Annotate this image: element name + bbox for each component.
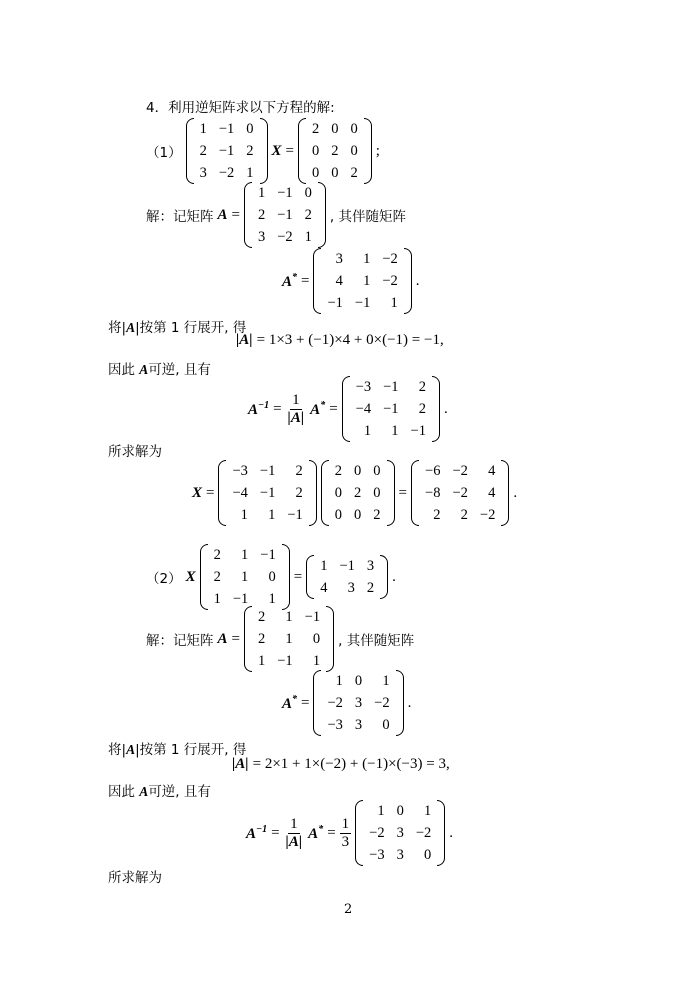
matrix-cell: 2 — [257, 207, 266, 223]
part2-adjugate-line — [282, 670, 411, 736]
matrix-cell: 2 — [312, 121, 320, 137]
matrix-cell: 0 — [354, 507, 362, 523]
det-a: |A| — [236, 332, 253, 348]
a-inverse: $A^{-1}$ — [246, 823, 268, 842]
matrix-cell: 0 — [331, 121, 339, 137]
part1-eq-tail: ; — [375, 142, 380, 159]
part2-solution-line — [146, 606, 414, 672]
matrix-cell: 3 — [257, 229, 266, 245]
part2-inverse-line — [246, 800, 453, 866]
matrix-cell: −2 — [452, 463, 468, 479]
part2-adjugate-matrix — [313, 670, 403, 736]
equals-sign: = — [231, 630, 240, 647]
matrix-cell: 0 — [350, 121, 358, 137]
equals-sign: = — [398, 484, 408, 501]
var-x: X — [271, 142, 282, 159]
matrix-cell: −3 — [355, 379, 372, 395]
matrix-cell: 1 — [241, 547, 249, 563]
part1-adjugate-line — [282, 248, 420, 314]
part1-equation — [146, 118, 380, 184]
part1-rhs-matrix — [298, 118, 372, 184]
matrix-cell: −1 — [339, 558, 355, 574]
matrix-cell: −3 — [232, 463, 248, 479]
matrix-cell: 1 — [257, 185, 266, 201]
part1-adj-text: , 其伴随矩阵 — [329, 209, 407, 225]
matrix-cell: −8 — [425, 485, 441, 501]
a-star: A* — [282, 271, 298, 290]
var-a: A — [217, 630, 228, 647]
det-a: |A| — [232, 756, 249, 772]
matrix-cell: 2 — [295, 463, 303, 479]
part2-equation — [146, 544, 396, 610]
part2-det-expr: = 2×1 + 1×(−2) + (−1)×(−3) = 3, — [252, 756, 450, 772]
part1-answer-intro: 所求解为 — [108, 444, 162, 460]
matrix-cell: 3 — [354, 717, 363, 733]
matrix-cell: 3 — [335, 251, 343, 267]
matrix-cell: 1 — [304, 229, 312, 245]
matrix-cell: −4 — [355, 401, 372, 417]
part1-det-expr: = 1×3 + (−1)×4 + 0×(−1) = −1, — [256, 332, 444, 348]
matrix-cell: 1 — [268, 507, 276, 523]
matrix-cell: 0 — [396, 803, 404, 819]
matrix-cell: −3 — [369, 847, 385, 863]
matrix-cell: 0 — [331, 165, 339, 181]
period: . — [449, 824, 454, 841]
matrix-cell: 2 — [213, 547, 221, 563]
matrix-cell: −2 — [369, 825, 385, 841]
matrix-cell: 4 — [320, 580, 328, 596]
matrix-cell: −1 — [259, 485, 276, 501]
matrix-cell: −2 — [382, 251, 398, 267]
part2-answer-intro: 所求解为 — [108, 870, 162, 886]
matrix-cell: −1 — [277, 653, 293, 669]
matrix-cell: 4 — [335, 273, 343, 289]
var-a: A — [217, 206, 228, 223]
fraction-one-over-det: $\frac{1}{|A|}$ — [285, 815, 303, 850]
matrix-cell: 2 — [433, 507, 441, 523]
matrix-cell: 2 — [418, 401, 426, 417]
fraction-one-over-det: $\frac{1}{|A|}$ — [287, 391, 305, 426]
matrix-cell: 0 — [334, 507, 343, 523]
matrix-cell: 0 — [350, 143, 358, 159]
matrix-cell: 2 — [304, 207, 312, 223]
part2-eq-tail: . — [392, 568, 396, 585]
matrix-cell: 1 — [285, 609, 293, 625]
matrix-cell: 1 — [246, 165, 254, 181]
a-star: A* — [310, 399, 326, 418]
period: . — [407, 694, 412, 711]
part2-matrix-a — [244, 606, 334, 672]
var-x: X — [192, 484, 203, 501]
matrix-cell: 1 — [312, 653, 321, 669]
matrix-cell: 1 — [285, 631, 293, 647]
matrix-cell: 0 — [268, 569, 276, 585]
a-star: A* — [282, 693, 298, 712]
part2-inverse-matrix — [355, 800, 445, 866]
part1-expand-text: 将|A|按第 1 行展开, 得 — [108, 320, 247, 336]
part1-x-result-matrix — [411, 460, 509, 526]
matrix-cell: −1 — [410, 423, 426, 439]
matrix-cell: 4 — [488, 485, 496, 501]
matrix-cell: 1 — [199, 121, 207, 137]
matrix-cell: 2 — [366, 580, 375, 596]
part1-determinant — [236, 332, 444, 349]
matrix-cell: −6 — [425, 463, 441, 479]
var-x: X — [185, 568, 196, 585]
matrix-cell: 1 — [377, 803, 385, 819]
matrix-cell: 0 — [304, 185, 312, 201]
part2-expand-text: 将|A|按第 1 行展开, 得 — [108, 742, 247, 758]
matrix-cell: 2 — [213, 569, 221, 585]
matrix-cell: 0 — [334, 485, 343, 501]
matrix-cell: −1 — [218, 143, 235, 159]
matrix-cell: 1 — [268, 591, 276, 607]
matrix-cell: 0 — [373, 485, 381, 501]
equals-sign: = — [327, 824, 336, 841]
part1-label: （1） — [146, 145, 182, 161]
equals-sign: = — [231, 206, 240, 223]
matrix-cell: 4 — [488, 463, 496, 479]
part1-inverse-matrix — [342, 376, 440, 442]
matrix-cell: −2 — [277, 229, 293, 245]
matrix-cell: 1 — [320, 558, 328, 574]
equals-sign: = — [271, 824, 280, 841]
matrix-cell: −2 — [374, 695, 390, 711]
matrix-cell: −2 — [218, 165, 235, 181]
matrix-cell: 2 — [295, 485, 303, 501]
matrix-cell: 2 — [418, 379, 426, 395]
part2-adj-text: , 其伴随矩阵 — [338, 633, 415, 649]
matrix-cell: −2 — [327, 695, 343, 711]
matrix-cell: 1 — [241, 569, 249, 585]
part1-answer-line — [192, 460, 517, 526]
matrix-cell: 1 — [335, 673, 343, 689]
part2-coeff-matrix — [200, 544, 290, 610]
matrix-cell: 0 — [312, 631, 321, 647]
matrix-cell: 0 — [246, 121, 254, 137]
matrix-cell: 2 — [334, 463, 343, 479]
matrix-cell: 1 — [240, 507, 248, 523]
equals-sign: = — [301, 694, 310, 711]
matrix-cell: 3 — [366, 558, 375, 574]
a-star: A* — [308, 823, 324, 842]
matrix-cell: −1 — [277, 207, 293, 223]
matrix-cell: 1 — [363, 251, 371, 267]
equals-sign: = — [273, 400, 282, 417]
part2-rhs-matrix — [306, 555, 388, 599]
matrix-cell: −1 — [287, 507, 303, 523]
matrix-cell: 0 — [424, 847, 432, 863]
matrix-cell: 2 — [460, 507, 468, 523]
matrix-cell: −1 — [354, 295, 371, 311]
matrix-cell: 2 — [350, 165, 358, 181]
matrix-cell: 3 — [347, 580, 355, 596]
part2-invertible-text: 因此 A可逆, 且有 — [108, 784, 211, 800]
matrix-cell: 0 — [312, 165, 320, 181]
part1-matrix-a — [244, 182, 326, 248]
matrix-cell: 1 — [390, 295, 398, 311]
matrix-cell: 2 — [331, 143, 339, 159]
matrix-cell: −2 — [452, 485, 468, 501]
part1-solution-line — [146, 182, 406, 248]
part1-x-right-matrix — [321, 460, 395, 526]
matrix-cell: 3 — [199, 165, 207, 181]
matrix-cell: 2 — [199, 143, 207, 159]
matrix-cell: −1 — [277, 185, 293, 201]
a-inverse: $A^{-1}$ — [248, 399, 270, 418]
matrix-cell: −1 — [304, 609, 321, 625]
matrix-cell: 1 — [363, 423, 372, 439]
equals-sign: = — [329, 400, 338, 417]
page-number: 2 — [344, 902, 353, 917]
matrix-cell: −1 — [383, 401, 399, 417]
matrix-cell: 3 — [396, 847, 404, 863]
matrix-cell: 0 — [382, 717, 390, 733]
part2-determinant — [232, 756, 450, 773]
matrix-cell: 2 — [246, 143, 254, 159]
matrix-cell: −1 — [383, 379, 399, 395]
matrix-cell: −3 — [327, 717, 343, 733]
fraction-one-third: $\frac{1}{3}$ — [341, 815, 350, 850]
matrix-cell: 3 — [354, 695, 363, 711]
matrix-cell: 2 — [257, 609, 266, 625]
matrix-cell: 2 — [373, 507, 381, 523]
matrix-cell: 2 — [354, 485, 362, 501]
matrix-cell: 0 — [354, 463, 362, 479]
matrix-cell: 1 — [424, 803, 432, 819]
period: . — [415, 272, 420, 289]
matrix-cell: −1 — [232, 591, 249, 607]
problem-heading: 4．利用逆矩阵求以下方程的解: — [146, 100, 335, 116]
matrix-cell: −1 — [259, 463, 276, 479]
matrix-cell: −2 — [382, 273, 398, 289]
part1-x-left-matrix — [218, 460, 316, 526]
matrix-cell: −1 — [260, 547, 276, 563]
part1-coeff-matrix — [186, 118, 268, 184]
matrix-cell: 1 — [382, 673, 390, 689]
matrix-cell: −2 — [479, 507, 496, 523]
matrix-cell: 1 — [363, 273, 371, 289]
matrix-cell: −1 — [218, 121, 235, 137]
period: . — [443, 400, 448, 417]
part1-inverse-line — [248, 376, 448, 442]
matrix-cell: 2 — [257, 631, 266, 647]
matrix-cell: 1 — [257, 653, 266, 669]
matrix-cell: 0 — [373, 463, 381, 479]
period: . — [513, 484, 518, 501]
matrix-cell: 0 — [354, 673, 363, 689]
part1-adjugate-matrix — [313, 248, 411, 314]
matrix-cell: −2 — [415, 825, 432, 841]
part2-label: （2） — [146, 571, 182, 587]
equals-sign: = — [301, 272, 310, 289]
part2-solution-intro: 解：记矩阵 — [146, 633, 214, 649]
part1-invertible-text: 因此 A可逆, 且有 — [108, 362, 211, 378]
matrix-cell: −4 — [232, 485, 248, 501]
matrix-cell: −1 — [327, 295, 343, 311]
matrix-cell: 1 — [391, 423, 399, 439]
matrix-cell: 0 — [312, 143, 320, 159]
matrix-cell: 1 — [213, 591, 221, 607]
equals-sign: = — [293, 568, 303, 585]
part1-solution-intro: 解：记矩阵 — [146, 209, 214, 225]
equals-sign: = — [285, 142, 295, 159]
equals-sign: = — [206, 484, 215, 501]
matrix-cell: 3 — [396, 825, 404, 841]
